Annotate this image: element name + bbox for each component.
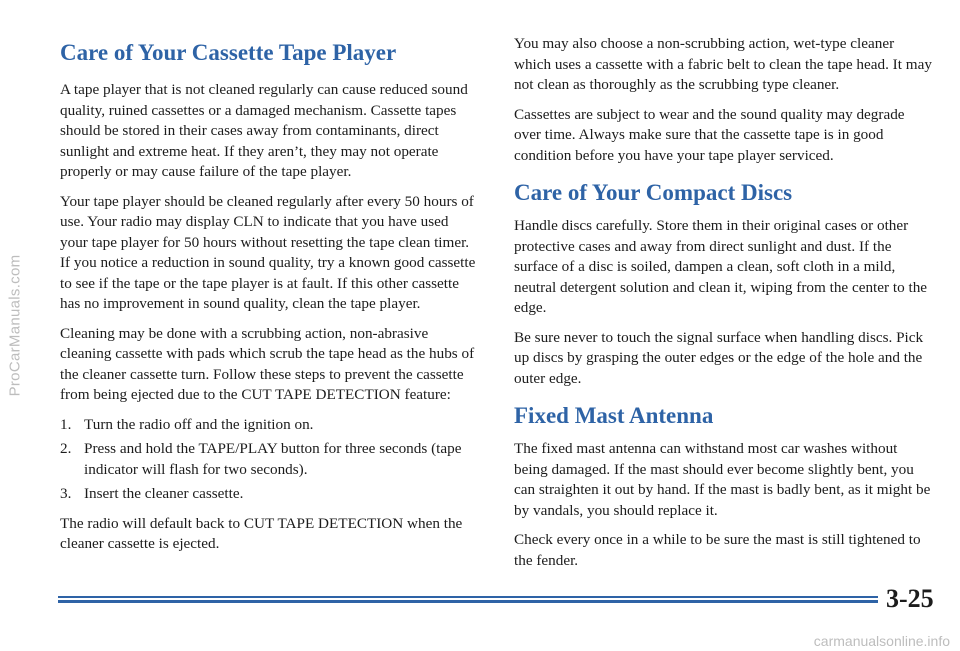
default-back-paragraph: The radio will default back to CUT TAPE DETECTION when the cleaner cassette is ejected. <box>60 514 463 552</box>
footer-rule-thin <box>58 596 878 598</box>
step-text: Press and hold the TAPE/PLAY button for three seconds (tape indicator will flash for two seconds). <box>84 440 462 478</box>
step-text: Insert the cleaner cassette. <box>84 485 244 502</box>
cleaning-schedule-paragraph: Your tape player should be cleaned regularly after every 50 hours of use. Your radio may display CLN to indicate that you have used your tape player for 50 hours without resetting the tape clean timer. If you notice a reduction in sound quality, try a known good cassette to see if the tape or the tape player is at fault. If this other cassette has no improvement in sound quality, clean the tape player. <box>60 192 476 312</box>
cassette-intro-paragraph: A tape player that is not cleaned regularly can cause reduced sound quality, ruined cassettes or a damaged mechanism. Cassette tapes should be stored in their cases away from contaminants, direct sunlight and extreme heat. If they aren’t, they may not operate properly or may cause failure of the tape player. <box>60 81 468 180</box>
antenna-check-paragraph: Check every once in a while to be sure the mast is still tightened to the fender. <box>514 531 921 569</box>
bottom-watermark: carmanualsonline.info <box>813 633 950 649</box>
scrubbing-cleaning-paragraph: Cleaning may be done with a scrubbing action, non-abrasive cleaning cassette with pads which scrub the tape head as the hubs of the cleaner cassette turn. Follow these steps to prevent the cassette from being ejected due to the CUT TAPE DETECTION feature: <box>60 324 475 403</box>
wet-cleaner-paragraph: You may also choose a non-scrubbing action, wet-type cleaner which uses a cassette with a fabric belt to clean the tape head. It may not clean as thoroughly as the scrubbing type cleaner. <box>514 35 932 93</box>
antenna-car-wash-paragraph: The fixed mast antenna can withstand most car washes without being damaged. If the mast should ever become slightly bent, you can straighten it out by hand. If the mast is badly bent, as it might be by vandals, you should replace it. <box>514 440 931 519</box>
footer-rule <box>58 596 878 606</box>
footer-rule-thick <box>58 600 878 603</box>
list-item <box>60 415 480 436</box>
list-item <box>60 439 480 480</box>
compact-discs-heading: Care of Your Compact Discs <box>514 180 793 205</box>
fixed-mast-antenna-heading: Fixed Mast Antenna <box>514 403 714 428</box>
cleaning-steps-list <box>60 415 480 505</box>
right-column <box>514 34 934 580</box>
step-text: Turn the radio off and the ignition on. <box>84 415 314 433</box>
cassette-wear-paragraph: Cassettes are subject to wear and the sound quality may degrade over time. Always make sure that the cassette tape is in good condition before you have your tape player serviced. <box>514 105 905 164</box>
disc-handling-paragraph: Handle discs carefully. Store them in their original cases or other protective cases and away from direct sunlight and dust. If the surface of a disc is soiled, dampen a clean, soft cloth in a mild, neutral detergent solution and clean it, wiping from the center to the edge. <box>514 217 928 316</box>
side-watermark <box>4 170 26 480</box>
left-column <box>60 30 480 564</box>
side-watermark-text: ProCarManuals.com <box>6 254 24 396</box>
cassette-care-heading: Care of Your Cassette Tape Player <box>60 40 397 65</box>
step-number: 1. <box>60 415 72 433</box>
step-number: 2. <box>60 440 72 457</box>
page-number: 3-25 <box>886 584 934 613</box>
step-number: 3. <box>60 485 72 502</box>
list-item <box>60 484 480 505</box>
signal-surface-paragraph: Be sure never to touch the signal surface when handling discs. Pick up discs by grasping the outer edges or the edge of the hole and the outer edge. <box>514 328 924 387</box>
